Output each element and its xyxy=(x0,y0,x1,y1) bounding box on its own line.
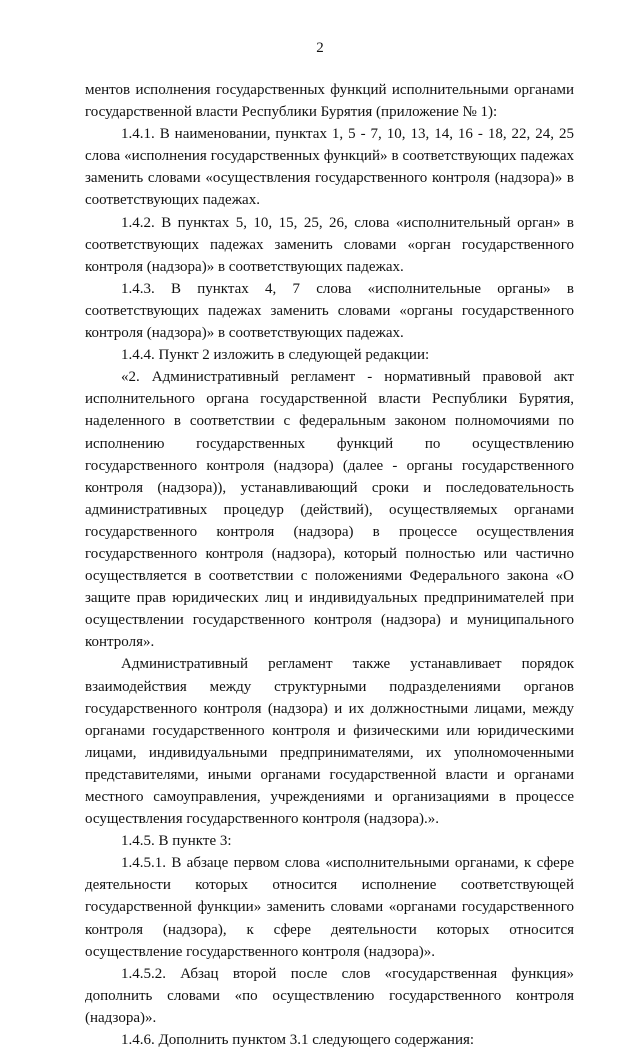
paragraph-1-4-3: 1.4.3. В пунктах 4, 7 слова «исполнительные органы» в соответствующих падежах заменить словами «органы государственного контроля (надзора)» в соответствующих падежах. xyxy=(85,280,574,342)
paragraph-regulation-scope: Административный регламент также устанавливает порядок взаимодействия между структурными подразделениями органов государственного контроля (надзора) и их должностными лицами, между органами государственного контроля и физическими или юридическими лицами, индивидуальными предпринимателями, их уполномоченными представителями, иными органами государственной власти и органами местного самоуправления, учреждениями и организациями в процессе осуществления государственного контроля (надзора).». xyxy=(85,656,574,828)
paragraph-1-4-2: 1.4.2. В пунктах 5, 10, 15, 25, 26, слова «исполнительный орган» в соответствующих падежах заменить словами «орган государственного контроля (надзора)» в соответствующих падежах. xyxy=(85,214,574,275)
paragraph-1-4-4: 1.4.4. Пункт 2 изложить в следующей редакции: xyxy=(121,347,430,364)
paragraph-1-4-1: 1.4.1. В наименовании, пунктах 1, 5 - 7, 10, 13, 14, 16 - 18, 22, 24, 25 слова «исполнения государственных функций» в соответствующих падежах заменить словами «осуществления государственного контроля (надзора)» в соответствующих падежах. xyxy=(85,126,574,209)
paragraph-1-4-6: 1.4.6. Дополнить пунктом 3.1 следующего содержания: xyxy=(121,1032,475,1049)
paragraph-1-4-5-1: 1.4.5.1. В абзаце первом слова «исполнительными органами, к сфере деятельности которых относится исполнение соответствующей государственной функции» заменить словами «органами государственного контроля (надзора), к сфере деятельности которых относится осуществление государственного контроля (надзора)». xyxy=(85,855,574,960)
document-body xyxy=(85,79,574,1051)
paragraph-1-4-5: 1.4.5. В пункте 3: xyxy=(121,833,232,850)
paragraph-continuation: ментов исполнения государственных функций исполнительными органами государственной власти Республики Бурятия (приложение № 1): xyxy=(85,82,574,121)
page-number: 2 xyxy=(316,40,324,56)
paragraph-1-4-5-2: 1.4.5.2. Абзац второй после слов «государственная функция» дополнить словами «по осуществлению государственного контроля (надзора)». xyxy=(85,965,574,1026)
paragraph-quoted-item-2: «2. Административный регламент - нормативный правовой акт исполнительного органа государственной власти Республики Бурятия, наделенного в соответствии с федеральным законом полномочиями по исполнению государственных функций по осуществлению государственного контроля (надзора) (далее - органы государственного контроля (надзора)), устанавливающий сроки и последовательность административных процедур (действий), осуществляемых органами государственного контроля (надзора) в процессе осуществления государственного контроля (надзора), который полностью или частично осуществляется в соответствии с положениями Федерального закона «О защите прав юридических лиц и индивидуальных предпринимателей при осуществлении государственного контроля (надзора) и муниципального контроля». xyxy=(85,369,574,651)
